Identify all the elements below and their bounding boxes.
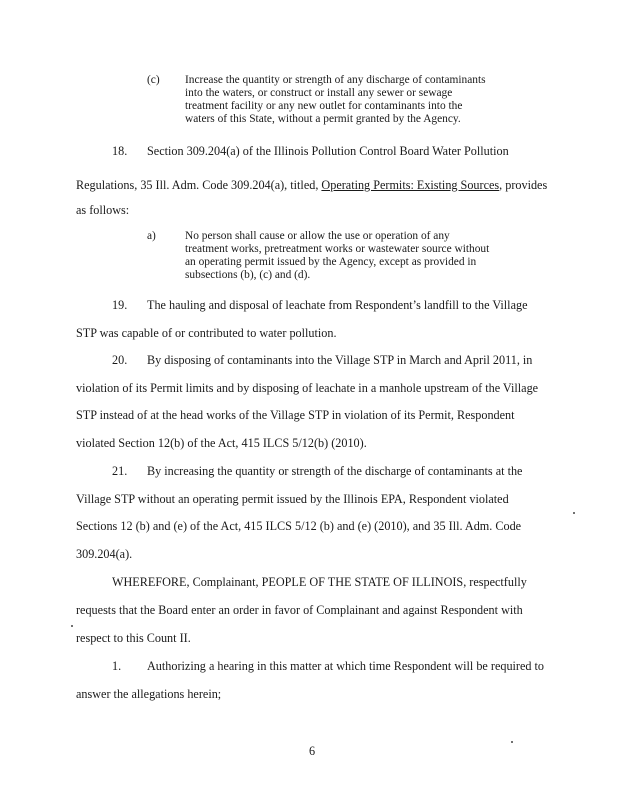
para-20-line: violated Section 12(b) of the Act, 415 ILCS 5/12(b) (2010). <box>76 436 367 450</box>
scan-speck <box>573 512 575 514</box>
para-20-number: 20. <box>112 353 128 367</box>
para-21-line: 309.204(a). <box>76 547 133 561</box>
quote-c-line: Increase the quantity or strength of any discharge of contaminants <box>185 74 486 86</box>
quote-c-line: into the waters, or construct or install any sewer or sewage <box>185 87 453 99</box>
item-1-line: answer the allegations herein; <box>76 687 222 701</box>
wherefore-line: respect to this Count II. <box>76 631 191 645</box>
para-18-line: Regulations, 35 Ill. Adm. Code 309.204(a), titled, Operating Permits: Existing Sources, provides <box>76 178 548 192</box>
quote-c-label: (c) <box>147 74 160 86</box>
quote-c-line: treatment facility or any new outlet for contaminants into the <box>185 100 463 112</box>
quote-a-line: subsections (b), (c) and (d). <box>185 269 311 281</box>
para-21-line: By increasing the quantity or strength of the discharge of contaminants at the <box>147 464 523 478</box>
para-20-line: By disposing of contaminants into the Village STP in March and April 2011, in <box>147 353 533 367</box>
para-19-line: The hauling and disposal of leachate from Respondent’s landfill to the Village <box>147 298 528 312</box>
wherefore-line: requests that the Board enter an order in favor of Complainant and against Respondent with <box>76 603 523 617</box>
quote-a-label: a) <box>147 230 156 242</box>
scan-speck <box>71 625 73 627</box>
underlined-title: Operating Permits: Existing Sources <box>321 178 500 192</box>
quote-a-line: an operating permit issued by the Agency, except as provided in <box>185 256 477 268</box>
para-21-line: Sections 12 (b) and (e) of the Act, 415 ILCS 5/12 (b) and (e) (2010), and 35 Ill. Adm. Code <box>76 519 522 533</box>
para-20-line: STP instead of at the head works of the Village STP in violation of its Permit, Respondent <box>76 408 515 422</box>
quote-a-line: treatment works, pretreatment works or wastewater source without <box>185 243 490 255</box>
scan-speck <box>511 741 513 743</box>
para-19-line: STP was capable of or contributed to water pollution. <box>76 326 337 340</box>
para-20-line: violation of its Permit limits and by disposing of leachate in a manhole upstream of the Village <box>76 381 539 395</box>
para-18-line: Section 309.204(a) of the Illinois Pollution Control Board Water Pollution <box>147 144 509 158</box>
item-1-number: 1. <box>112 659 122 673</box>
quote-a-line: No person shall cause or allow the use or operation of any <box>185 230 450 242</box>
para-18-number: 18. <box>112 144 128 158</box>
item-1-line: Authorizing a hearing in this matter at which time Respondent will be required to <box>147 659 545 673</box>
para-18-line: as follows: <box>76 203 130 217</box>
para-19-number: 19. <box>112 298 128 312</box>
quote-c-line: waters of this State, without a permit granted by the Agency. <box>185 113 461 125</box>
para-21-line: Village STP without an operating permit issued by the Illinois EPA, Respondent violated <box>76 492 509 506</box>
para-21-number: 21. <box>112 464 128 478</box>
wherefore-line: WHEREFORE, Complainant, PEOPLE OF THE STATE OF ILLINOIS, respectfully <box>112 575 527 589</box>
page-number: 6 <box>309 744 316 758</box>
